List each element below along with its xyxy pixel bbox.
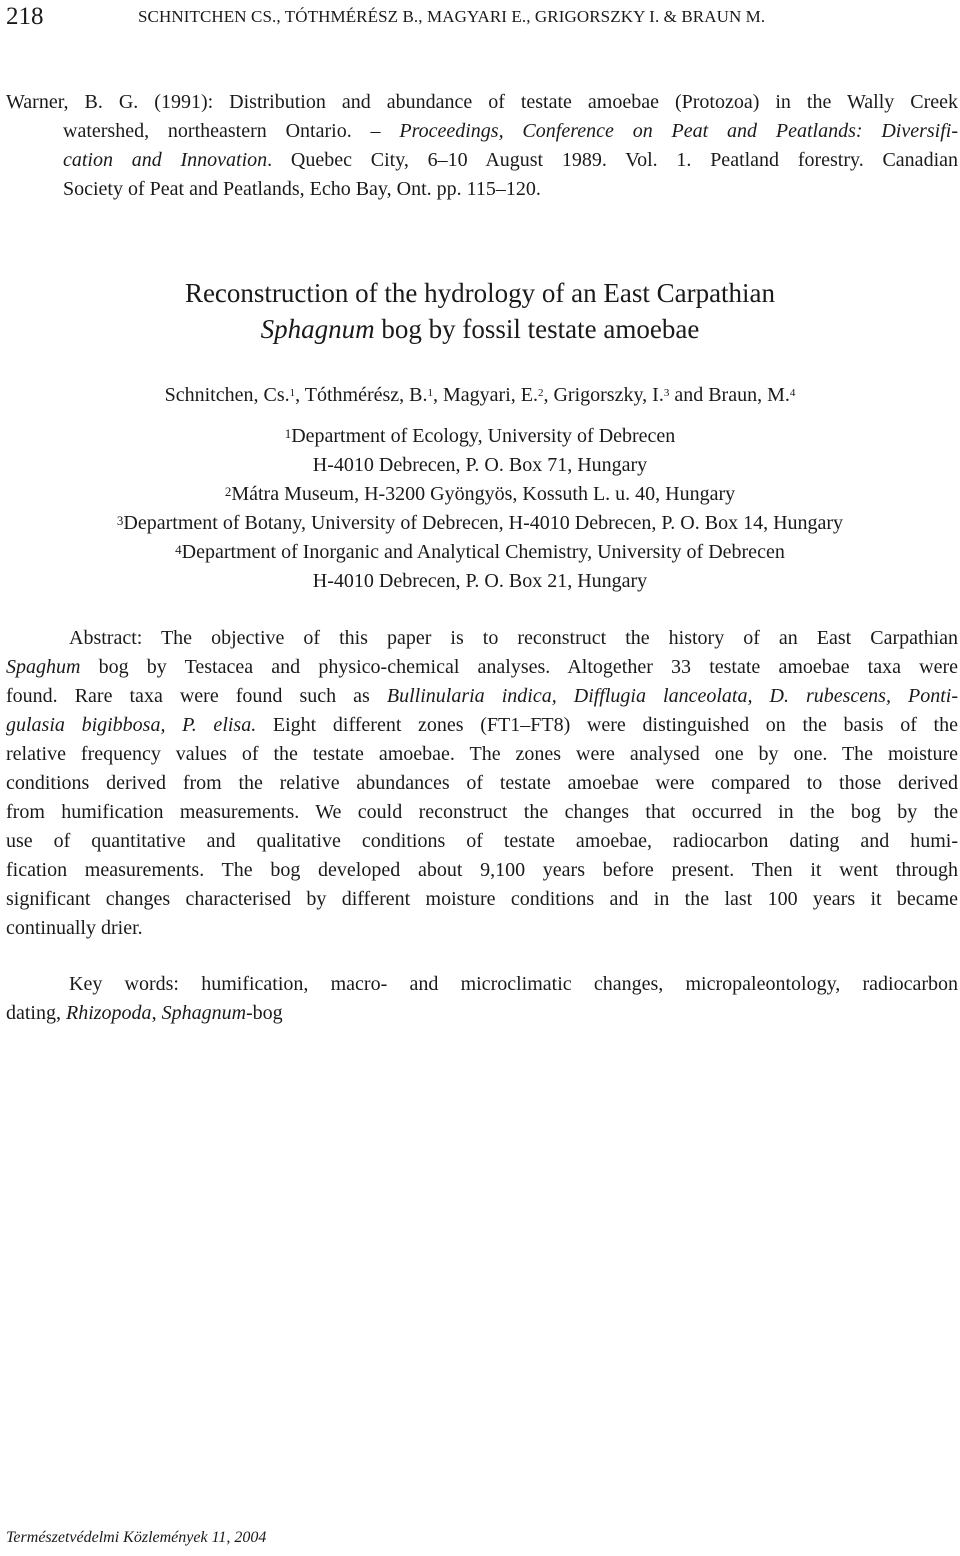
reference-proceedings-title: Proceedings, Conference on Peat and Peatlands: Diversifi- bbox=[399, 120, 958, 142]
abstract-line: relative frequency values of the testate amoebae. The zones were analysed one by one. The moisture bbox=[6, 743, 958, 765]
abstract-line: fication measurements. The bog developed about 9,100 years before present. Then it went through bbox=[6, 859, 958, 881]
article-title-line-2 bbox=[0, 311, 960, 347]
abstract-line: use of quantitative and qualitative conditions of testate amoebae, radiocarbon dating and humi- bbox=[6, 830, 958, 852]
author-affiliation-mark: 1 bbox=[289, 387, 296, 399]
abstract-taxa: Bullinularia indica, Difflugia lanceolata, D. rubescens, Ponti- bbox=[386, 685, 959, 707]
affiliation-2 bbox=[0, 480, 960, 509]
affiliation-text: Department of Botany, University of Debrecen, H-4010 Debrecen, P. O. Box 14, Hungary bbox=[123, 512, 844, 534]
author-name: Magyari, E. bbox=[443, 384, 538, 406]
reference-text: watershed, northeastern Ontario. – bbox=[63, 120, 400, 142]
abstract-line: Abstract: The objective of this paper is to reconstruct the history of an East Carpathian bbox=[69, 627, 958, 649]
journal-footer: Természetvédelmi Közlemények 11, 2004 bbox=[6, 1529, 267, 1546]
reference-line-2 bbox=[6, 117, 958, 146]
affiliation-text: Mátra Museum, H-3200 Gyöngyös, Kossuth L. u. 40, Hungary bbox=[231, 483, 736, 505]
author-separator: , bbox=[433, 384, 443, 406]
page-number: 218 bbox=[6, 3, 44, 30]
abstract-line: significant changes characterised by different moisture conditions and in the last 100 years it became bbox=[6, 888, 958, 910]
keywords bbox=[6, 970, 958, 1028]
abstract-line: continually drier. bbox=[6, 917, 143, 939]
affiliation-text: Department of Inorganic and Analytical Chemistry, University of Debrecen bbox=[181, 541, 785, 563]
abstract-line: conditions derived from the relative abundances of testate amoebae were compared to those derived bbox=[6, 772, 958, 794]
abstract bbox=[6, 624, 958, 943]
author-separator: , bbox=[543, 384, 554, 406]
abstract-text: found. Rare taxa were found such as bbox=[6, 685, 387, 707]
keywords-text: dating, bbox=[6, 1002, 66, 1024]
author-affiliation-mark: 3 bbox=[663, 387, 670, 399]
author-name: Grigorszky, I. bbox=[553, 384, 664, 406]
reference-text: . Quebec City, 6–10 August 1989. Vol. 1. Peatland forestry. Canadian bbox=[267, 149, 958, 171]
author-affiliation-mark: 2 bbox=[537, 387, 544, 399]
affiliation-4 bbox=[0, 538, 960, 567]
affiliation-1 bbox=[0, 422, 960, 451]
affiliation-text: Department of Ecology, University of Debrecen bbox=[291, 425, 676, 447]
abstract-line bbox=[6, 682, 958, 711]
abstract-text: Eight different zones (FT1–FT8) were distinguished on the basis of the bbox=[256, 714, 958, 736]
abstract-line bbox=[6, 653, 958, 682]
keywords-line: Key words: humification, macro- and microclimatic changes, micropaleontology, radiocarbon bbox=[69, 973, 958, 995]
affiliation-mark: 2 bbox=[224, 484, 232, 499]
author-affiliation-mark: 1 bbox=[427, 387, 433, 399]
abstract-taxa: gulasia bigibbosa, P. elisa. bbox=[6, 714, 257, 736]
reference-line-1: Warner, B. G. (1991): Distribution and abundance of testate amoebae (Protozoa) in the Wally Creek bbox=[6, 91, 958, 113]
author-name: Schnitchen, Cs. bbox=[164, 384, 290, 406]
abstract-genus: Spaghum bbox=[6, 656, 81, 678]
affiliation-1-address: H-4010 Debrecen, P. O. Box 71, Hungary bbox=[312, 454, 648, 476]
reference-line-3 bbox=[6, 146, 958, 175]
title-rest: bog by fossil testate amoebae bbox=[374, 314, 700, 344]
running-head: SCHNITCHEN CS., TÓTHMÉRÉSZ B., MAGYARI E., GRIGORSZKY I. & BRAUN M. bbox=[138, 7, 766, 26]
keywords-line bbox=[6, 999, 958, 1028]
affiliation-4-address: H-4010 Debrecen, P. O. Box 21, Hungary bbox=[312, 570, 648, 592]
article-title-line-1: Reconstruction of the hydrology of an East Carpathian bbox=[184, 278, 776, 308]
affiliation-mark: 1 bbox=[284, 426, 292, 441]
keyword-taxon: Rhizopoda bbox=[66, 1002, 152, 1024]
author-name: Braun, M. bbox=[708, 384, 790, 406]
keyword-taxon: Sphagnum bbox=[161, 1002, 247, 1024]
reference-proceedings-title-cont: cation and Innovation bbox=[63, 149, 268, 171]
author-list bbox=[0, 381, 960, 409]
author-separator: , bbox=[295, 384, 305, 406]
keywords-text: , bbox=[151, 1002, 162, 1024]
author-affiliation-mark: 4 bbox=[789, 387, 796, 399]
abstract-text: bog by Testacea and physico-chemical analyses. Altogether 33 testate amoebae taxa were bbox=[80, 656, 958, 678]
reference-line-4: Society of Peat and Peatlands, Echo Bay, Ont. pp. 115–120. bbox=[63, 178, 541, 200]
author-separator: and bbox=[669, 384, 709, 406]
abstract-line: from humification measurements. We could reconstruct the changes that occurred in the bog by the bbox=[6, 801, 958, 823]
affiliation-3 bbox=[0, 509, 960, 538]
affiliation-mark: 3 bbox=[116, 513, 124, 528]
keywords-text: -bog bbox=[246, 1002, 283, 1024]
author-name: Tóthmérész, B. bbox=[304, 384, 428, 406]
affiliation-mark: 4 bbox=[175, 542, 182, 557]
abstract-line bbox=[6, 711, 958, 740]
reference-entry bbox=[6, 88, 958, 204]
title-genus: Sphagnum bbox=[260, 314, 375, 344]
